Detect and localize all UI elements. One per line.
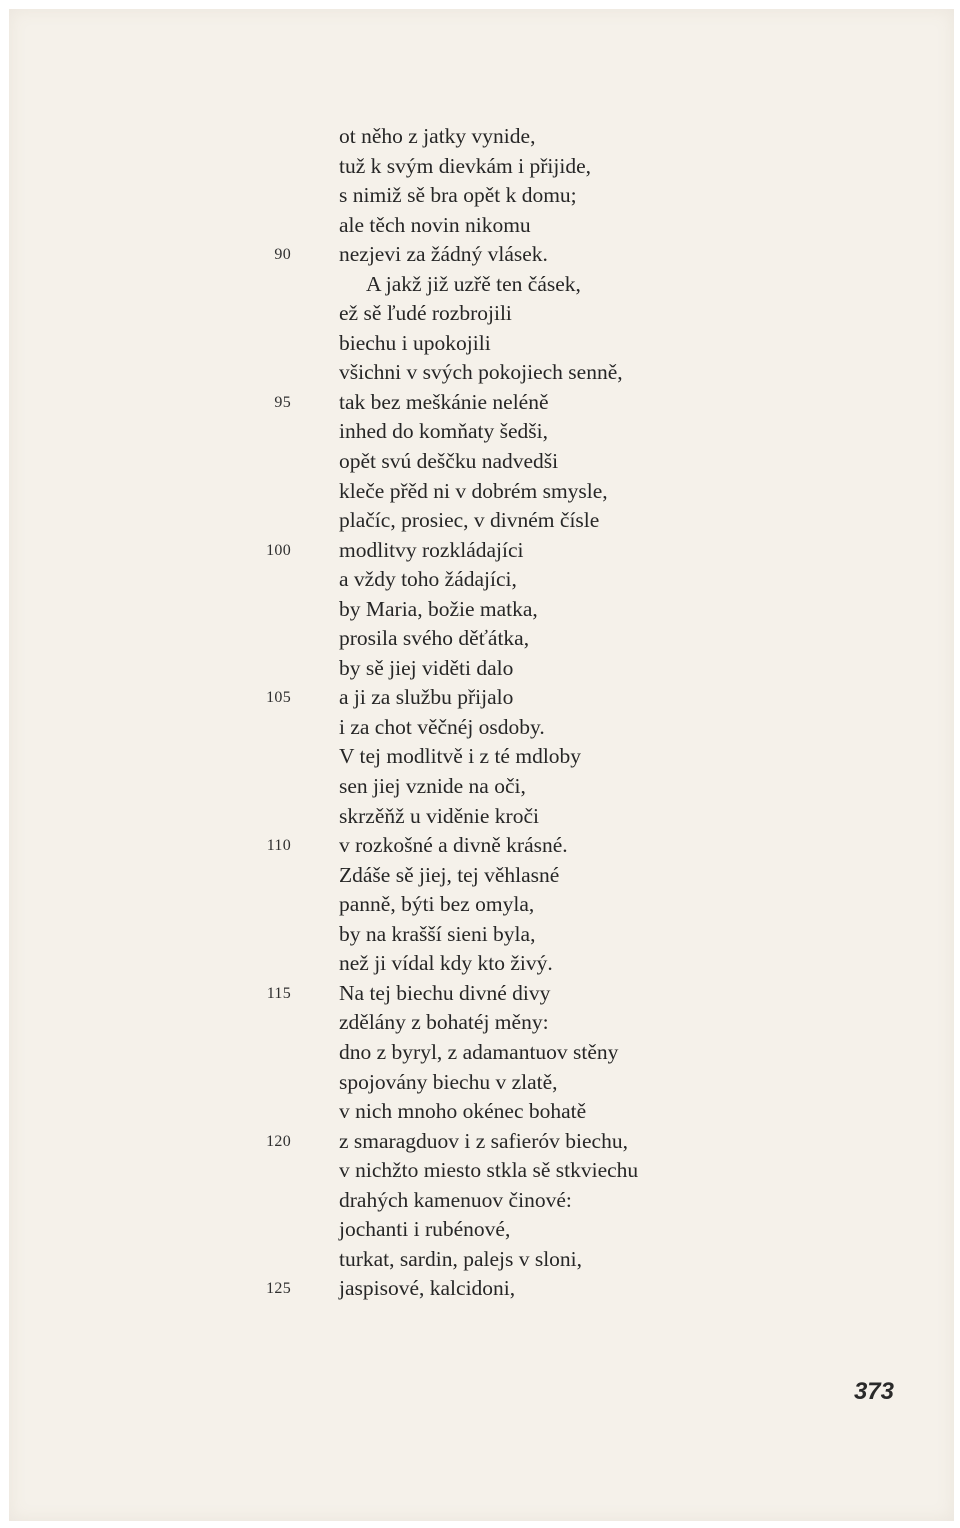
poem-line (9, 683, 954, 713)
poem-line (9, 211, 954, 241)
poem-line (9, 1156, 954, 1186)
poem-line (9, 624, 954, 654)
line-number: 105 (266, 689, 291, 707)
poem-line (9, 1215, 954, 1245)
verse-text: dno z byryl, z adamantuov stěny (339, 1039, 619, 1064)
verse-text: jochanti i rubénové, (339, 1217, 511, 1242)
verse-text: by na krašší sieni byla, (339, 921, 536, 946)
poem-line (9, 1245, 954, 1275)
verse-text: zdělány z bohatéj měny: (339, 1010, 549, 1035)
poem-line (9, 742, 954, 772)
line-number: 100 (266, 541, 291, 559)
verse-text: a vždy toho žádajíci, (339, 567, 517, 592)
poem-line (9, 920, 954, 950)
verse-text: drahých kamenuov činové: (339, 1187, 572, 1212)
poem-line (9, 831, 954, 861)
poem-line (9, 772, 954, 802)
verse-text: opět svú deščku nadvedši (339, 449, 559, 474)
poem-line (9, 1068, 954, 1098)
poem-line (9, 1186, 954, 1216)
verse-text: biechu i upokojili (339, 330, 491, 355)
verse-text: modlitvy rozkládajíci (339, 537, 524, 562)
poem-line (9, 1038, 954, 1068)
verse-text: kleče přěd ni v dobrém smysle, (339, 478, 608, 503)
poem-line (9, 122, 954, 152)
line-number: 125 (266, 1280, 291, 1298)
verse-text: ež sě ľudé rozbrojili (339, 301, 512, 326)
poem-line (9, 890, 954, 920)
line-number: 90 (274, 246, 291, 264)
verse-text: s nimiž sě bra opět k domu; (339, 183, 577, 208)
page-number: 373 (853, 1378, 894, 1405)
poem-line (9, 447, 954, 477)
verse-text: i za chot věčnéj osdoby. (339, 714, 545, 739)
verse-text: v rozkošné a divně krásné. (339, 833, 568, 858)
line-number: 110 (266, 837, 291, 855)
verse-text: panně, býti bez omyla, (339, 892, 535, 917)
verse-text: inhed do komňaty šedši, (339, 419, 549, 444)
poem-line (9, 417, 954, 447)
verse-text: z smaragduov i z safieróv biechu, (339, 1128, 628, 1153)
line-number: 95 (274, 393, 291, 411)
verse-text: tuž k svým dievkám i přijide, (339, 153, 591, 178)
verse-text: jaspisové, kalcidoni, (339, 1276, 516, 1301)
verse-text: skrzěňž u viděnie kroči (339, 803, 539, 828)
poem-line (9, 1008, 954, 1038)
verse-text: Na tej biechu divné divy (339, 980, 551, 1005)
poem-line (9, 979, 954, 1009)
poem-text (9, 122, 954, 1304)
verse-text: v nich mnoho okénec bohatě (339, 1099, 587, 1124)
poem-line (9, 654, 954, 684)
poem-line (9, 152, 954, 182)
verse-text: by sě jiej viděti dalo (339, 655, 514, 680)
poem-line (9, 565, 954, 595)
poem-line (9, 477, 954, 507)
poem-line (9, 329, 954, 359)
verse-text: prosila svého děťátka, (339, 626, 530, 651)
verse-text: v nichžto miesto stkla sě stkviechu (339, 1158, 639, 1183)
verse-text: než ji vídal kdy kto živý. (339, 951, 553, 976)
poem-line (9, 240, 954, 270)
verse-text: všichni v svých pokojiech senně, (339, 360, 623, 385)
poem-line (9, 358, 954, 388)
poem-line (9, 299, 954, 329)
verse-text: Zdáše sě jiej, tej věhlasné (339, 862, 560, 887)
verse-text: plačíc, prosiec, v divném čísle (339, 508, 600, 533)
poem-line (9, 595, 954, 625)
poem-line (9, 1274, 954, 1304)
poem-line (9, 949, 954, 979)
poem-line (9, 506, 954, 536)
verse-text: ale těch novin nikomu (339, 212, 531, 237)
verse-text: V tej modlitvě i z té mdloby (339, 744, 582, 769)
verse-text: sen jiej vznide na oči, (339, 774, 526, 799)
verse-text: a ji za službu přijalo (339, 685, 514, 710)
verse-text: ot něho z jatky vynide, (339, 124, 536, 148)
poem-line (9, 181, 954, 211)
verse-text: spojovány biechu v zlatě, (339, 1069, 558, 1094)
verse-text: tak bez meškánie neléně (339, 389, 549, 414)
poem-line (9, 388, 954, 418)
poem-line (9, 713, 954, 743)
poem-line (9, 802, 954, 832)
poem-line (9, 270, 954, 300)
verse-text: turkat, sardin, palejs v sloni, (339, 1246, 583, 1271)
book-page (9, 9, 954, 1521)
line-number: 120 (266, 1132, 291, 1150)
verse-text: by Maria, božie matka, (339, 596, 538, 621)
poem-line (9, 1097, 954, 1127)
line-number: 115 (266, 984, 291, 1002)
verse-text: A jakž již uzřě ten čásek, (366, 271, 581, 296)
poem-line (9, 1127, 954, 1157)
poem-line (9, 861, 954, 891)
poem-line (9, 536, 954, 566)
verse-text: nezjevi za žádný vlásek. (339, 242, 548, 267)
